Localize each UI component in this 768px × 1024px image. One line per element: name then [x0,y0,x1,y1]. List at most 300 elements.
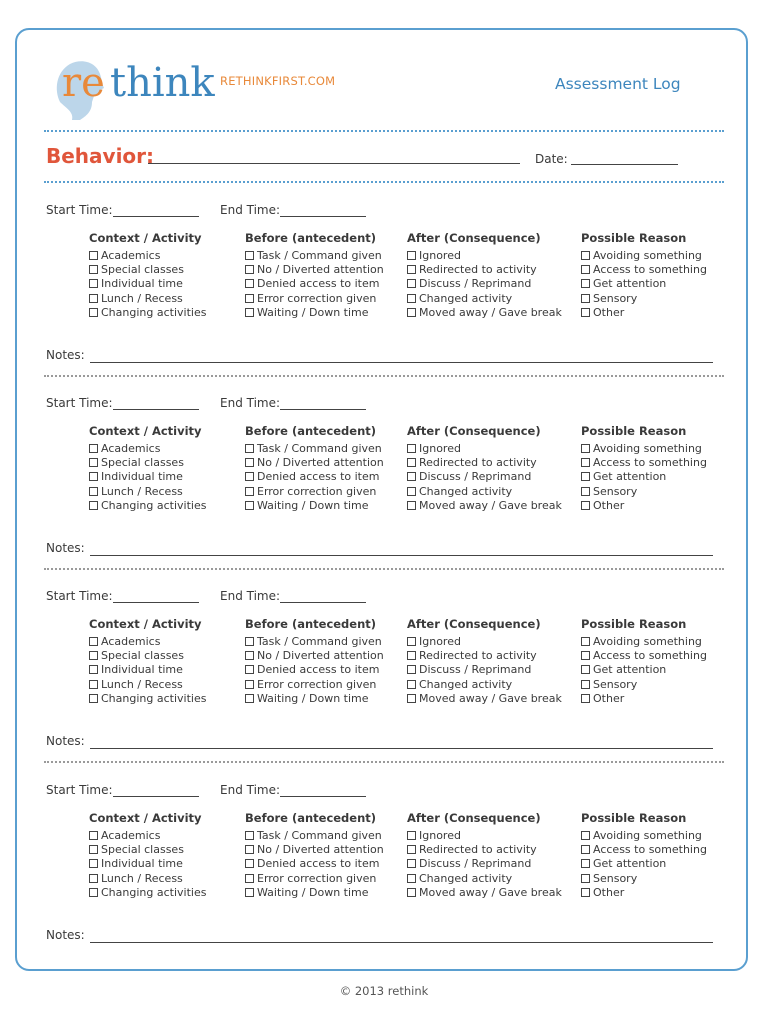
checkbox[interactable] [581,888,590,897]
checkbox[interactable] [89,472,98,481]
checkbox-label: Redirected to activity [419,843,537,857]
checkbox-option[interactable] [89,442,206,456]
behavior-divider [44,181,724,183]
checkbox[interactable] [89,251,98,260]
checkbox-label: Lunch / Recess [101,871,183,885]
checkbox-label: Moved away / Gave break [419,691,562,705]
checkbox-option[interactable] [407,263,562,277]
checkbox-option[interactable] [407,499,562,513]
checkbox-option[interactable] [581,635,707,649]
checkbox-option[interactable] [89,886,206,900]
checkbox-option[interactable] [89,306,206,320]
checkbox-option[interactable] [581,663,707,677]
end-time-label: End Time: [220,783,281,797]
checkbox-option[interactable] [581,470,707,484]
checkbox-group [89,231,206,320]
site-url[interactable]: RETHINKFIRST.COM [220,74,336,88]
checkbox[interactable] [245,651,254,660]
log-entry [0,196,768,376]
checkbox-option[interactable] [581,692,707,706]
log-entry [0,582,768,762]
checkbox-option[interactable] [245,843,384,857]
checkbox-option[interactable] [407,485,562,499]
start-time-field[interactable] [113,216,199,217]
checkbox[interactable] [407,279,416,288]
checkbox[interactable] [407,308,416,317]
checkbox-label: Get attention [593,470,667,484]
checkbox-group [89,617,206,706]
checkbox-group [245,424,384,513]
checkbox-label: Task / Command given [257,442,382,455]
checkbox-label: Discuss / Reprimand [419,277,532,291]
end-time-label: End Time: [220,589,281,603]
start-time-field[interactable] [113,602,199,603]
checkbox-label: Special classes [101,649,184,663]
checkbox-option[interactable] [89,499,206,513]
checkbox-option[interactable] [407,277,562,291]
checkbox[interactable] [407,472,416,481]
checkbox-option[interactable] [245,886,384,900]
start-time-field[interactable] [113,409,199,410]
checkbox-label: Individual time [101,470,183,484]
checkbox[interactable] [89,694,98,703]
checkbox[interactable] [89,831,98,840]
checkbox-label: Waiting / Down time [257,885,369,899]
checkbox-option[interactable] [407,249,562,263]
checkbox-label: No / Diverted attention [257,456,384,470]
checkbox-label: Academics [101,829,161,842]
checkbox-label: Get attention [593,277,667,291]
checkbox-label: Changed activity [419,871,513,885]
logo-text-think: think [110,60,215,106]
checkbox-label: Ignored [419,635,461,648]
checkbox-option[interactable] [89,263,206,277]
checkbox[interactable] [581,444,590,453]
checkbox-label: Get attention [593,663,667,677]
checkbox[interactable] [581,665,590,674]
checkbox-label: Avoiding something [593,829,702,842]
checkbox[interactable] [581,845,590,854]
checkbox-label: Denied access to item [257,663,380,677]
notes-field[interactable] [90,555,713,556]
checkbox[interactable] [581,874,590,883]
checkbox-label: Avoiding something [593,635,702,648]
checkbox-option[interactable] [407,843,562,857]
checkbox-option[interactable] [245,277,384,291]
checkbox-label: Special classes [101,263,184,277]
checkbox-group [245,811,384,900]
checkbox-option[interactable] [407,886,562,900]
checkbox[interactable] [407,501,416,510]
checkbox-option[interactable] [245,263,384,277]
checkbox-label: Get attention [593,857,667,871]
checkbox-label: No / Diverted attention [257,263,384,277]
log-entry [0,776,768,956]
checkbox-label: Access to something [593,649,707,663]
checkbox[interactable] [89,501,98,510]
checkbox-option[interactable] [581,277,707,291]
checkbox-option[interactable] [407,692,562,706]
checkbox-option[interactable] [581,872,707,886]
checkbox-option[interactable] [581,292,707,306]
checkbox-option[interactable] [89,678,206,692]
checkbox-option[interactable] [245,456,384,470]
checkbox[interactable] [245,251,254,260]
checkbox-group [245,231,384,320]
checkbox[interactable] [245,665,254,674]
checkbox[interactable] [581,308,590,317]
column-heading: After (Consequence) [407,231,541,245]
column-heading: Possible Reason [581,231,687,245]
checkbox-label: Changed activity [419,484,513,498]
checkbox-option[interactable] [89,829,206,843]
checkbox[interactable] [581,487,590,496]
checkbox-option[interactable] [89,456,206,470]
notes-field[interactable] [90,942,713,943]
checkbox-label: Error correction given [257,291,377,305]
checkbox-label: Error correction given [257,677,377,691]
checkbox-option[interactable] [89,663,206,677]
checkbox[interactable] [407,874,416,883]
checkbox-label: Error correction given [257,484,377,498]
checkbox[interactable] [581,637,590,646]
start-time-label: Start Time: [46,203,113,217]
checkbox-option[interactable] [245,872,384,886]
checkbox-label: Redirected to activity [419,456,537,470]
checkbox-group [581,811,707,900]
checkbox-label: Denied access to item [257,857,380,871]
start-time-label: Start Time: [46,396,113,410]
checkbox-label: Discuss / Reprimand [419,663,532,677]
checkbox[interactable] [407,251,416,260]
checkbox-option[interactable] [245,692,384,706]
checkbox-option[interactable] [407,649,562,663]
checkbox[interactable] [581,294,590,303]
checkbox[interactable] [407,694,416,703]
checkbox-label: Avoiding something [593,442,702,455]
start-time-field[interactable] [113,796,199,797]
entry-divider [44,761,724,763]
checkbox-label: Changed activity [419,291,513,305]
checkbox[interactable] [581,265,590,274]
notes-field[interactable] [90,748,713,749]
checkbox-option[interactable] [245,442,384,456]
checkbox-option[interactable] [245,678,384,692]
checkbox[interactable] [581,279,590,288]
checkbox[interactable] [89,458,98,467]
checkbox-option[interactable] [581,306,707,320]
checkbox-label: Lunch / Recess [101,484,183,498]
checkbox-option[interactable] [581,263,707,277]
checkbox[interactable] [245,458,254,467]
checkbox[interactable] [89,874,98,883]
checkbox[interactable] [89,637,98,646]
checkbox-option[interactable] [89,843,206,857]
checkbox-option[interactable] [89,485,206,499]
checkbox-label: Changing activities [101,885,207,899]
checkbox-label: Access to something [593,263,707,277]
checkbox[interactable] [245,472,254,481]
checkbox[interactable] [89,651,98,660]
log-entry [0,389,768,569]
column-heading: Possible Reason [581,811,687,825]
checkbox-label: Redirected to activity [419,649,537,663]
checkbox-option[interactable] [89,277,206,291]
checkbox[interactable] [407,637,416,646]
column-heading: Context / Activity [89,811,202,825]
checkbox-option[interactable] [581,442,707,456]
checkbox-label: Task / Command given [257,635,382,648]
checkbox[interactable] [89,444,98,453]
checkbox-label: Changing activities [101,498,207,512]
date-field[interactable] [571,164,678,165]
checkbox-option[interactable] [407,306,562,320]
checkbox[interactable] [89,845,98,854]
checkbox-label: Access to something [593,843,707,857]
checkbox-option[interactable] [407,872,562,886]
checkbox-group [89,811,206,900]
checkbox-label: Special classes [101,456,184,470]
column-heading: Before (antecedent) [245,811,377,825]
checkbox-option[interactable] [245,292,384,306]
checkbox-option[interactable] [245,663,384,677]
checkbox-group [581,231,707,320]
checkbox-label: Other [593,305,625,319]
column-heading: Context / Activity [89,617,202,631]
checkbox-label: Sensory [593,484,638,498]
checkbox-group [581,617,707,706]
checkbox-label: Task / Command given [257,829,382,842]
checkbox-group [407,617,562,706]
checkbox-option[interactable] [581,843,707,857]
checkbox-option[interactable] [245,499,384,513]
notes-field[interactable] [90,362,713,363]
end-time-field[interactable] [280,796,366,797]
checkbox[interactable] [407,680,416,689]
checkbox-group [245,617,384,706]
checkbox-option[interactable] [581,886,707,900]
column-heading: Before (antecedent) [245,424,377,438]
checkbox-option[interactable] [407,470,562,484]
checkbox-option[interactable] [407,292,562,306]
checkbox[interactable] [245,444,254,453]
checkbox-label: Moved away / Gave break [419,498,562,512]
checkbox[interactable] [581,859,590,868]
checkbox[interactable] [245,845,254,854]
checkbox[interactable] [245,859,254,868]
checkbox-label: Waiting / Down time [257,305,369,319]
checkbox-option[interactable] [581,456,707,470]
checkbox[interactable] [581,251,590,260]
checkbox-option[interactable] [89,292,206,306]
checkbox-option[interactable] [581,678,707,692]
logo-text-re: re [62,60,105,106]
checkbox-label: Other [593,498,625,512]
checkbox[interactable] [245,265,254,274]
checkbox[interactable] [407,845,416,854]
checkbox-option[interactable] [581,249,707,263]
checkbox[interactable] [581,458,590,467]
checkbox-label: Sensory [593,677,638,691]
checkbox[interactable] [407,665,416,674]
checkbox-option[interactable] [245,649,384,663]
checkbox[interactable] [407,444,416,453]
checkbox[interactable] [89,487,98,496]
checkbox[interactable] [581,831,590,840]
end-time-label: End Time: [220,203,281,217]
checkbox-option[interactable] [89,470,206,484]
checkbox-group [89,424,206,513]
checkbox-label: Sensory [593,291,638,305]
checkbox-option[interactable] [407,663,562,677]
checkbox[interactable] [407,831,416,840]
checkbox-option[interactable] [581,649,707,663]
checkbox-label: Individual time [101,277,183,291]
checkbox-label: Error correction given [257,871,377,885]
checkbox[interactable] [245,487,254,496]
checkbox-label: Academics [101,249,161,262]
checkbox-label: Academics [101,442,161,455]
entry-divider [44,375,724,377]
checkbox-group [407,811,562,900]
checkbox[interactable] [89,680,98,689]
checkbox-option[interactable] [89,249,206,263]
checkbox-option[interactable] [581,857,707,871]
checkbox[interactable] [245,501,254,510]
checkbox-label: Changing activities [101,305,207,319]
checkbox[interactable] [89,265,98,274]
checkbox-label: Lunch / Recess [101,677,183,691]
column-heading: After (Consequence) [407,424,541,438]
checkbox-label: Ignored [419,442,461,455]
checkbox-option[interactable] [245,635,384,649]
checkbox-option[interactable] [407,829,562,843]
checkbox-option[interactable] [407,442,562,456]
checkbox[interactable] [407,265,416,274]
column-heading: Possible Reason [581,424,687,438]
checkbox-option[interactable] [245,485,384,499]
column-heading: Before (antecedent) [245,231,377,245]
checkbox-option[interactable] [245,470,384,484]
start-time-label: Start Time: [46,589,113,603]
checkbox[interactable] [245,294,254,303]
end-time-label: End Time: [220,396,281,410]
checkbox[interactable] [245,637,254,646]
checkbox-label: Lunch / Recess [101,291,183,305]
checkbox-option[interactable] [581,829,707,843]
checkbox-label: Redirected to activity [419,263,537,277]
notes-label: Notes: [46,348,85,362]
checkbox-option[interactable] [245,829,384,843]
checkbox[interactable] [245,888,254,897]
checkbox[interactable] [89,665,98,674]
checkbox[interactable] [581,651,590,660]
checkbox-label: No / Diverted attention [257,843,384,857]
checkbox-label: Other [593,885,625,899]
checkbox-label: Avoiding something [593,249,702,262]
checkbox-label: Ignored [419,249,461,262]
checkbox-label: Waiting / Down time [257,691,369,705]
column-heading: After (Consequence) [407,811,541,825]
checkbox-option[interactable] [581,499,707,513]
page-title: Assessment Log [555,75,681,93]
checkbox-label: Moved away / Gave break [419,305,562,319]
end-time-field[interactable] [280,216,366,217]
checkbox-option[interactable] [245,306,384,320]
checkbox-option[interactable] [245,249,384,263]
checkbox[interactable] [407,859,416,868]
start-time-label: Start Time: [46,783,113,797]
checkbox[interactable] [245,694,254,703]
checkbox-option[interactable] [245,857,384,871]
checkbox[interactable] [89,294,98,303]
behavior-label: Behavior: [46,144,155,168]
checkbox[interactable] [245,680,254,689]
column-heading: After (Consequence) [407,617,541,631]
checkbox-label: Sensory [593,871,638,885]
checkbox[interactable] [89,888,98,897]
checkbox[interactable] [245,874,254,883]
checkbox[interactable] [407,458,416,467]
checkbox-label: Other [593,691,625,705]
checkbox-option[interactable] [581,485,707,499]
checkbox-label: Changed activity [419,677,513,691]
checkbox[interactable] [245,308,254,317]
checkbox-option[interactable] [89,872,206,886]
checkbox-label: Individual time [101,663,183,677]
checkbox[interactable] [407,294,416,303]
checkbox-option[interactable] [407,678,562,692]
checkbox[interactable] [89,859,98,868]
behavior-field[interactable] [148,163,520,164]
checkbox-label: Discuss / Reprimand [419,857,532,871]
checkbox[interactable] [89,279,98,288]
checkbox[interactable] [407,487,416,496]
end-time-field[interactable] [280,602,366,603]
checkbox[interactable] [245,831,254,840]
checkbox[interactable] [89,308,98,317]
checkbox-group [407,231,562,320]
checkbox-option[interactable] [407,456,562,470]
checkbox-option[interactable] [89,635,206,649]
checkbox[interactable] [245,279,254,288]
checkbox-label: Task / Command given [257,249,382,262]
notes-label: Notes: [46,734,85,748]
checkbox[interactable] [581,694,590,703]
checkbox-option[interactable] [407,857,562,871]
checkbox-option[interactable] [89,692,206,706]
notes-label: Notes: [46,928,85,942]
checkbox-option[interactable] [89,649,206,663]
checkbox-option[interactable] [407,635,562,649]
checkbox-label: Academics [101,635,161,648]
checkbox-label: Moved away / Gave break [419,885,562,899]
checkbox[interactable] [581,680,590,689]
checkbox[interactable] [581,501,590,510]
checkbox-group [407,424,562,513]
checkbox-label: Access to something [593,456,707,470]
date-label: Date: [535,152,568,166]
checkbox[interactable] [407,888,416,897]
checkbox-label: No / Diverted attention [257,649,384,663]
column-heading: Context / Activity [89,424,202,438]
checkbox-label: Waiting / Down time [257,498,369,512]
checkbox-option[interactable] [89,857,206,871]
checkbox[interactable] [581,472,590,481]
checkbox[interactable] [407,651,416,660]
rethink-logo [52,54,222,124]
end-time-field[interactable] [280,409,366,410]
